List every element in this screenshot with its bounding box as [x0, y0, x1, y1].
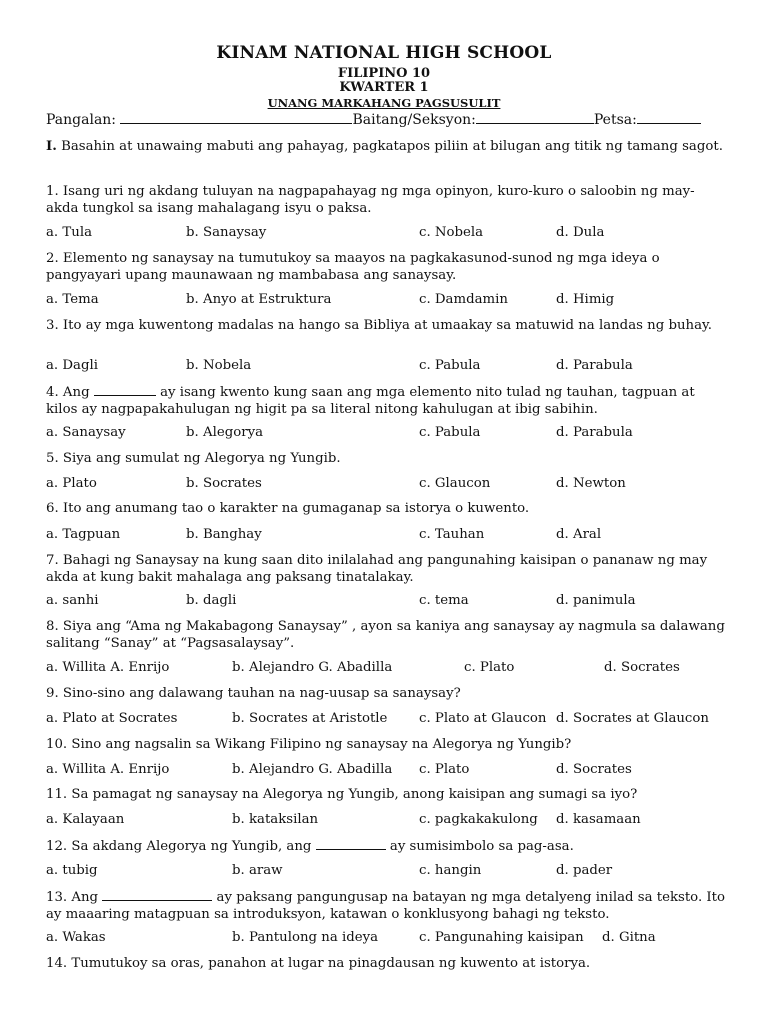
choice-a[interactable]: a. Plato at Socrates [46, 711, 178, 726]
question-text: 5. Siya ang sumulat ng Alegorya ng Yungib. [46, 451, 341, 466]
choice-c[interactable]: c. Tauhan [419, 527, 485, 542]
choice-d[interactable]: d. Socrates [556, 762, 632, 777]
choice-a[interactable]: a. Tula [46, 225, 92, 240]
choice-d[interactable]: d. Newton [556, 476, 626, 491]
choice-d[interactable]: d. panimula [556, 593, 636, 608]
question-7 [46, 552, 726, 586]
question-2 [46, 250, 726, 284]
choice-c[interactable]: c. Nobela [419, 225, 484, 240]
choices-3 [46, 357, 726, 374]
question-text: 7. Bahagi ng Sanaysay na kung saan dito inilalahad ang pangunahing kaisipan o pananaw ng may akda at kung bakit mahalaga ang paksang tinatalakay. [46, 553, 708, 585]
choice-d[interactable]: d. kasamaan [556, 812, 641, 827]
choice-b[interactable]: b. Nobela [186, 358, 252, 373]
question-3 [46, 317, 726, 334]
choices-7 [46, 592, 726, 609]
choice-b[interactable]: b. araw [232, 863, 283, 878]
date-label: Petsa: [593, 112, 637, 128]
choice-d[interactable]: d. pader [556, 863, 613, 878]
quarter-title: KWARTER 1 [339, 80, 429, 95]
choice-a[interactable]: a. Tema [46, 292, 99, 307]
choice-b[interactable]: b. Anyo at Estruktura [186, 292, 332, 307]
choice-b[interactable]: b. Socrates [186, 476, 262, 491]
choice-b[interactable]: b. Banghay [186, 527, 262, 542]
exam-title: UNANG MARKAHANG PAGSUSULIT [267, 96, 501, 110]
grade-section-blank[interactable] [476, 111, 594, 124]
choice-a[interactable]: a. Wakas [46, 930, 106, 945]
question-11 [46, 786, 726, 803]
question-4 [46, 383, 726, 418]
choice-d[interactable]: d. Parabula [556, 358, 633, 373]
choice-b[interactable]: b. kataksilan [232, 812, 319, 827]
choice-a[interactable]: a. Willita A. Enrijo [46, 660, 170, 675]
choice-a[interactable]: a. Kalayaan [46, 812, 125, 827]
choice-b[interactable]: b. Alejandro G. Abadilla [232, 762, 393, 777]
choice-c[interactable]: c. tema [419, 593, 469, 608]
question-text-after: ay isang kwento kung saan ang mga elemento nito tulad ng tauhan, tagpuan at kilos ay nagpapakahulugan ng higit pa sa literal nitong kahulugan at ibig sabihin. [46, 385, 695, 417]
answer-blank[interactable] [94, 383, 156, 396]
instructions [46, 138, 726, 155]
question-text: 9. Sino-sino ang dalawang tauhan na nag-uusap sa sanaysay? [46, 686, 461, 701]
instructions-text: Basahin at unawaing mabuti ang pahayag, pagkatapos piliin at bilugan ang titik ng tamang sagot. [61, 139, 723, 154]
choice-c[interactable]: c. Glaucon [419, 476, 491, 491]
choice-a[interactable]: a. Tagpuan [46, 527, 121, 542]
choice-c[interactable]: c. Plato at Glaucon [419, 711, 547, 726]
question-text: 11. Sa pamagat ng sanaysay na Alegorya ng Yungib, anong kaisipan ang sumagi sa iyo? [46, 787, 638, 802]
choice-b[interactable]: b. Socrates at Aristotle [232, 711, 388, 726]
section-number: I. [46, 139, 57, 154]
choice-d[interactable]: d. Dula [556, 225, 605, 240]
question-14 [46, 955, 726, 972]
choices-10 [46, 761, 726, 778]
choice-c[interactable]: c. Damdamin [419, 292, 508, 307]
question-9 [46, 685, 726, 702]
choices-11 [46, 811, 726, 828]
question-text: 1. Isang uri ng akdang tuluyan na nagpapahayag ng mga opinyon, kuro-kuro o saloobin ng may-akda tungkol sa isang mahalagang isyu o paksa. [46, 184, 695, 216]
question-text: 8. Siya ang “Ama ng Makabagong Sanaysay” , ayon sa kaniya ang sanaysay ay nagmula sa dalawang salitang “Sanay” at “Pagsasalaysay”. [46, 619, 725, 651]
question-text: 14. Tumutukoy sa oras, panahon at lugar na pinagdausan ng kuwento at istorya. [46, 956, 591, 971]
choices-9 [46, 710, 726, 727]
choice-c[interactable]: c. Pabula [419, 425, 481, 440]
choice-c[interactable]: c. hangin [419, 863, 482, 878]
question-text: 10. Sino ang nagsalin sa Wikang Filipino ng sanaysay na Alegorya ng Yungib? [46, 737, 572, 752]
choice-c[interactable]: c. Plato [419, 762, 470, 777]
question-6 [46, 500, 726, 517]
question-text-before: 4. Ang [46, 385, 90, 400]
question-1 [46, 183, 726, 217]
school-name: KINAM NATIONAL HIGH SCHOOL [216, 43, 552, 63]
choice-a[interactable]: a. tubig [46, 863, 98, 878]
answer-blank[interactable] [102, 888, 212, 901]
grade-section-label: Baitang/Seksyon: [352, 112, 476, 128]
choice-d[interactable]: d. Socrates [604, 660, 680, 675]
subject-title: FILIPINO 10 [337, 66, 431, 81]
choice-d[interactable]: d. Socrates at Glaucon [556, 711, 709, 726]
choices-1 [46, 224, 726, 241]
choice-d[interactable]: d. Himig [556, 292, 615, 307]
choice-b[interactable]: b. Pantulong na ideya [232, 930, 379, 945]
choice-a[interactable]: a. sanhi [46, 593, 99, 608]
choice-d[interactable]: d. Aral [556, 527, 602, 542]
choice-c[interactable]: c. Pabula [419, 358, 481, 373]
question-text-after: ay paksang pangungusap na batayan ng mga detalyeng inilad sa teksto. Ito ay maaaring matagpuan sa introduksyon, katawan o konklusyong bahagi ng teksto. [46, 890, 726, 922]
choices-12 [46, 862, 726, 879]
name-label: Pangalan: [46, 112, 117, 128]
question-text-before: 12. Sa akdang Alegorya ng Yungib, ang [46, 839, 312, 854]
question-5 [46, 450, 726, 467]
answer-blank[interactable] [316, 837, 386, 850]
choice-a[interactable]: a. Sanaysay [46, 425, 126, 440]
choice-a[interactable]: a. Plato [46, 476, 97, 491]
choice-c[interactable]: c. Pangunahing kaisipan [419, 930, 584, 945]
choice-d[interactable]: d. Parabula [556, 425, 633, 440]
choice-b[interactable]: b. Sanaysay [186, 225, 267, 240]
question-text: 2. Elemento ng sanaysay na tumutukoy sa maayos na pagkakasunod-sunod ng mga ideya o pangyayari upang maunawaan ng mambabasa ang sanaysay. [46, 251, 660, 283]
question-12 [46, 837, 726, 855]
choices-13 [46, 929, 726, 946]
choices-6 [46, 526, 726, 543]
question-13 [46, 888, 726, 923]
question-8 [46, 618, 726, 652]
choices-5 [46, 475, 726, 492]
choice-c[interactable]: c. pagkakakulong [419, 812, 538, 827]
choices-2 [46, 291, 726, 308]
question-10 [46, 736, 726, 753]
question-text-after: ay sumisimbolo sa pag-asa. [389, 839, 574, 854]
choices-8 [46, 659, 726, 676]
choice-a[interactable]: a. Willita A. Enrijo [46, 762, 170, 777]
student-info-line [46, 111, 726, 128]
choice-b[interactable]: b. Alegorya [186, 425, 264, 440]
question-text-before: 13. Ang [46, 890, 99, 905]
choices-4 [46, 424, 726, 441]
choice-d[interactable]: d. Gitna [602, 930, 656, 945]
question-text: 6. Ito ang anumang tao o karakter na gumaganap sa istorya o kuwento. [46, 501, 530, 516]
choice-a[interactable]: a. Dagli [46, 358, 98, 373]
choice-c[interactable]: c. Plato [464, 660, 515, 675]
name-blank[interactable] [120, 111, 352, 124]
choice-b[interactable]: b. dagli [186, 593, 237, 608]
question-text: 3. Ito ay mga kuwentong madalas na hango sa Bibliya at umaakay sa matuwid na landas ng buhay. [46, 318, 713, 333]
date-blank[interactable] [637, 111, 701, 124]
choice-b[interactable]: b. Alejandro G. Abadilla [232, 660, 393, 675]
